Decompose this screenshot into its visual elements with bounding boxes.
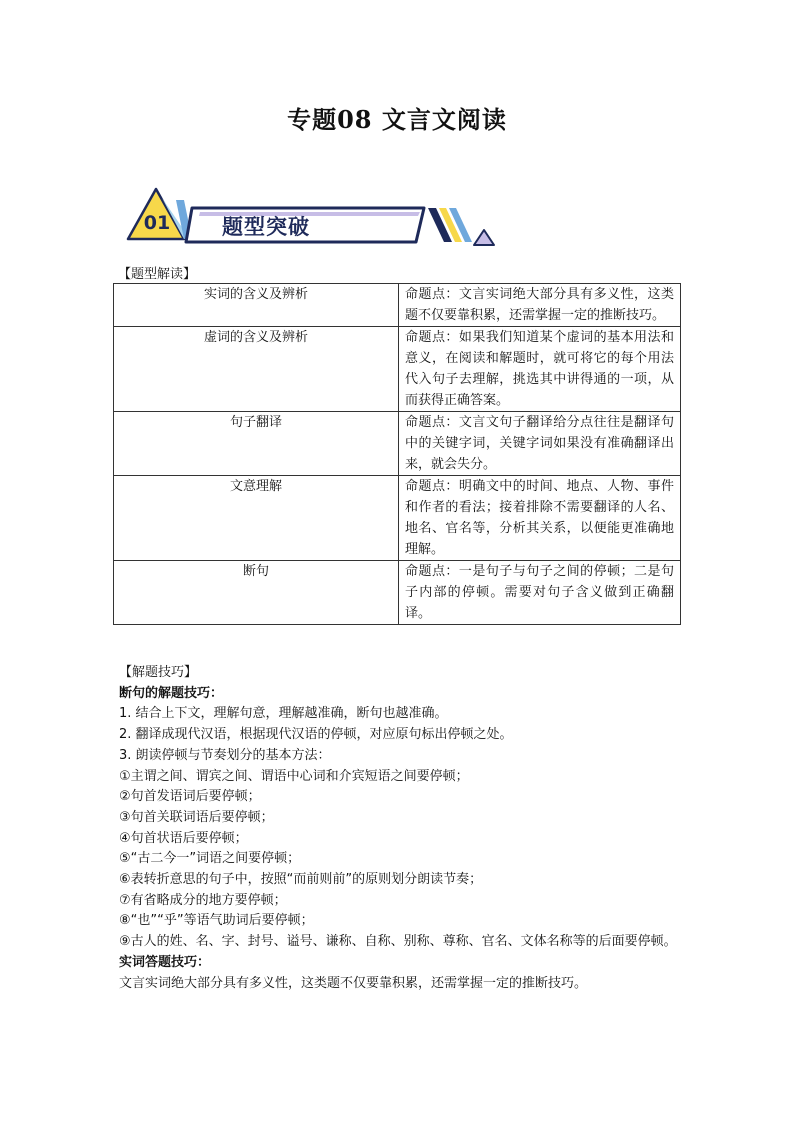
banner-number: 01: [143, 212, 171, 234]
question-desc-cell: 命题点：文言文句子翻译给分点往往是翻译句中的关键字词，关键字词如果没有准确翻译出来，就会失分。: [399, 412, 681, 476]
list-item: ④句首状语后要停顿；: [119, 830, 248, 846]
sentence-break-heading: 断句的解题技巧：: [119, 685, 224, 701]
section-label-analysis: 【题型解读】: [118, 267, 197, 282]
table-row: [114, 327, 681, 412]
table-row: [114, 561, 681, 625]
question-type-table: [113, 283, 681, 625]
list-item: ⑧“也”“乎”等语气助词后要停顿；: [119, 913, 314, 929]
list-item: ②句首发语词后要停顿；: [119, 789, 261, 805]
question-desc-cell: 命题点：文言实词绝大部分具有多义性，这类题不仅要靠积累，还需掌握一定的推断技巧。: [399, 284, 681, 327]
question-type-cell: 句子翻译: [114, 412, 399, 476]
content-word-heading: 实词答题技巧：: [119, 954, 211, 970]
question-desc-cell: 命题点：如果我们知道某个虚词的基本用法和意义，在阅读和解题时，就可将它的每个用法代入句子去理解，挑选其中讲得通的一项，从而获得正确答案。: [399, 327, 681, 412]
question-desc-cell: 命题点：明确文中的时间、地点、人物、事件和作者的看法；接着排除不需要翻译的人名、地名、官名等，分析其关系，以便能更准确地理解。: [399, 476, 681, 561]
solving-tips: [119, 663, 679, 994]
question-desc-cell: 命题点：一是句子与句子之间的停顿；二是句子内部的停顿。需要对句子含义做到正确翻译。: [399, 561, 681, 625]
page-title: 专题08 文言文阅读: [287, 105, 507, 134]
list-item: 3. 朗读停顿与节奏划分的基本方法：: [119, 747, 331, 763]
banner-label: 题型突破: [222, 215, 310, 239]
question-type-cell: 断句: [114, 561, 399, 625]
list-item: ⑦有省略成分的地方要停顿；: [119, 892, 287, 908]
list-item: ⑥表转折意思的句子中，按照“而前则前”的原则划分朗读节奏；: [119, 872, 483, 888]
section-label-tips: 【解题技巧】: [119, 665, 198, 680]
list-item: ⑤“古二今一”词语之间要停顿；: [119, 851, 301, 867]
section-banner-graphic: [126, 186, 498, 250]
table-row: [114, 284, 681, 327]
list-item: 1. 结合上下文，理解句意，理解越准确，断句也越准确。: [119, 706, 448, 722]
question-type-cell: 虚词的含义及辨析: [114, 327, 399, 412]
list-item: 2. 翻译成现代汉语，根据现代汉语的停顿，对应原句标出停顿之处。: [119, 727, 513, 743]
table-row: [114, 412, 681, 476]
list-item: ①主谓之间、谓宾之间、谓语中心词和介宾短语之间要停顿；: [119, 768, 469, 784]
list-item: ⑨古人的姓、名、字、封号、谥号、谦称、自称、别称、尊称、官名、文体名称等的后面要停顿。: [119, 934, 677, 950]
content-word-text: 文言实词绝大部分具有多义性，这类题不仅要靠积累，还需掌握一定的推断技巧。: [119, 975, 588, 991]
table-row: [114, 476, 681, 561]
question-type-cell: 实词的含义及辨析: [114, 284, 399, 327]
question-type-cell: 文意理解: [114, 476, 399, 561]
list-item: ③句首关联词语后要停顿；: [119, 809, 274, 825]
